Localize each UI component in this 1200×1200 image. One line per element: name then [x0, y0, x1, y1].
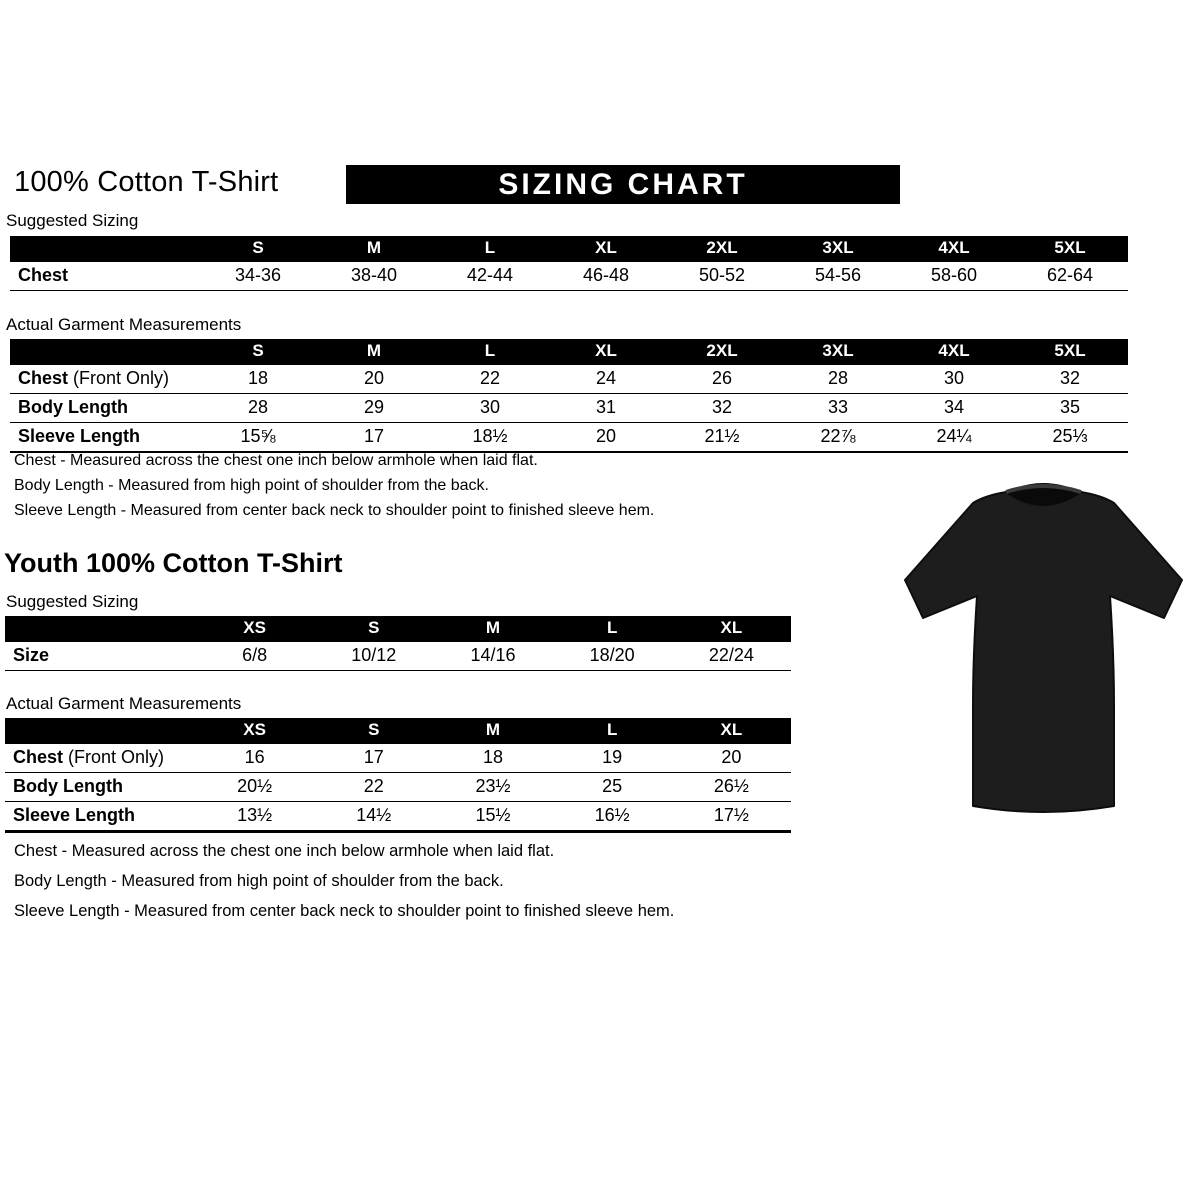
- column-header: L: [432, 339, 548, 365]
- measurement-cell: 10/12: [351, 645, 397, 665]
- note-body-length: Body Length - Measured from high point of shoulder from the back.: [14, 872, 504, 890]
- row-label: Chest: [18, 265, 69, 285]
- column-header: XS: [195, 718, 314, 744]
- table-row: [5, 744, 791, 773]
- column-header: S: [314, 616, 433, 642]
- adult-suggested-sizing-label: Suggested Sizing: [6, 211, 139, 230]
- measurement-cell: 22/24: [708, 645, 754, 665]
- measurement-cell: 16½: [594, 805, 630, 825]
- measurement-cell: 34: [943, 397, 965, 417]
- column-header: 2XL: [664, 339, 780, 365]
- table-row: [10, 394, 1128, 423]
- measurement-cell: 46-48: [582, 265, 630, 285]
- measurement-cell: 26½: [713, 776, 749, 796]
- row-label: Body Length: [18, 397, 128, 417]
- note-chest: Chest - Measured across the chest one inch below armhole when laid flat.: [14, 842, 555, 860]
- youth-actual-measurements-label: Actual Garment Measurements: [6, 694, 242, 713]
- note-sleeve-length: Sleeve Length - Measured from center back neck to shoulder point to finished sleeve hem.: [14, 502, 655, 519]
- youth-actual-measurements-table: [5, 718, 791, 833]
- column-header: M: [433, 718, 552, 744]
- measurement-cell: 35: [1059, 397, 1081, 417]
- measurement-cell: 21½: [704, 426, 740, 446]
- measurement-cell: 18½: [472, 426, 508, 446]
- row-label: Sleeve Length: [18, 426, 141, 446]
- column-header: L: [432, 236, 548, 262]
- adult-actual-measurements-table: [10, 339, 1128, 453]
- column-header: 4XL: [896, 339, 1012, 365]
- measurement-cell: 19: [602, 747, 623, 767]
- page-title: 100% Cotton T-Shirt: [14, 166, 279, 198]
- tshirt-image: [893, 466, 1195, 838]
- column-header: L: [553, 718, 672, 744]
- row-label: Chest (Front Only): [13, 747, 165, 767]
- measurement-cell: 13½: [237, 805, 273, 825]
- table-row: [10, 262, 1128, 291]
- measurement-cell: 28: [247, 397, 269, 417]
- measurement-cell: 18: [482, 747, 503, 767]
- sizing-chart-banner: SIZING CHART: [346, 165, 900, 204]
- column-header-blank: [10, 236, 200, 262]
- measurement-cell: 20: [595, 426, 617, 446]
- measurement-cell: 17: [363, 747, 384, 767]
- measurement-cell: 16: [244, 747, 265, 767]
- column-header: XS: [195, 616, 314, 642]
- measurement-cell: 15½: [475, 805, 511, 825]
- measurement-cell: 25⅓: [1052, 426, 1088, 446]
- row-label: Chest (Front Only): [18, 368, 170, 388]
- measurement-cell: 26: [711, 368, 733, 388]
- column-header: S: [200, 339, 316, 365]
- table-row: [5, 642, 791, 671]
- column-header: 2XL: [664, 236, 780, 262]
- row-label: Sleeve Length: [13, 805, 136, 825]
- measurement-cell: 6/8: [242, 645, 268, 665]
- measurement-cell: 14½: [356, 805, 392, 825]
- measurement-cell: 18: [247, 368, 269, 388]
- measurement-cell: 29: [363, 397, 385, 417]
- adult-actual-measurements-label: Actual Garment Measurements: [6, 315, 242, 334]
- measurement-cell: 42-44: [466, 265, 514, 285]
- measurement-cell: 24: [595, 368, 617, 388]
- table-row: [5, 773, 791, 802]
- measurement-cell: 22: [363, 776, 384, 796]
- row-label: Body Length: [13, 776, 123, 796]
- column-header: 5XL: [1012, 236, 1128, 262]
- table-row: [10, 423, 1128, 453]
- adult-suggested-sizing-table: [10, 236, 1128, 291]
- note-sleeve-length: Sleeve Length - Measured from center back neck to shoulder point to finished sleeve hem.: [14, 902, 675, 920]
- youth-measurement-notes: [14, 842, 674, 932]
- measurement-cell: 30: [943, 368, 965, 388]
- column-header-blank: [5, 718, 195, 744]
- measurement-cell: 20: [363, 368, 385, 388]
- measurement-cell: 28: [827, 368, 849, 388]
- measurement-cell: 17: [363, 426, 385, 446]
- column-header-blank: [10, 339, 200, 365]
- measurement-cell: 23½: [475, 776, 511, 796]
- measurement-cell: 38-40: [350, 265, 398, 285]
- measurement-cell: 22: [479, 368, 501, 388]
- note-body-length: Body Length - Measured from high point of shoulder from the back.: [14, 477, 489, 494]
- column-header: 3XL: [780, 339, 896, 365]
- column-header: L: [553, 616, 672, 642]
- column-header: 5XL: [1012, 339, 1128, 365]
- column-header: S: [200, 236, 316, 262]
- measurement-cell: 62-64: [1046, 265, 1094, 285]
- row-label: Size: [13, 645, 50, 665]
- measurement-cell: 30: [479, 397, 501, 417]
- measurement-cell: 15⅝: [240, 426, 276, 446]
- measurement-cell: 14/16: [470, 645, 516, 665]
- measurement-cell: 58-60: [930, 265, 978, 285]
- column-header: XL: [672, 616, 791, 642]
- measurement-cell: 22⅞: [820, 426, 856, 446]
- column-header-blank: [5, 616, 195, 642]
- youth-suggested-sizing-table: [5, 616, 791, 671]
- measurement-cell: 18/20: [589, 645, 635, 665]
- tshirt-icon: [893, 466, 1195, 838]
- row-label-suffix: (Front Only): [68, 368, 170, 388]
- column-header: S: [314, 718, 433, 744]
- measurement-cell: 25: [602, 776, 623, 796]
- note-chest: Chest - Measured across the chest one inch below armhole when laid flat.: [14, 452, 538, 469]
- column-header: 4XL: [896, 236, 1012, 262]
- column-header: XL: [548, 236, 664, 262]
- measurement-cell: 33: [827, 397, 849, 417]
- column-header: XL: [672, 718, 791, 744]
- measurement-cell: 20½: [237, 776, 273, 796]
- youth-section-title: Youth 100% Cotton T-Shirt: [4, 548, 343, 578]
- column-header: M: [316, 339, 432, 365]
- measurement-cell: 32: [1059, 368, 1081, 388]
- row-label-suffix: (Front Only): [63, 747, 165, 767]
- table-row: [10, 365, 1128, 394]
- measurement-cell: 31: [595, 397, 617, 417]
- measurement-cell: 24¼: [936, 426, 972, 446]
- column-header: 3XL: [780, 236, 896, 262]
- measurement-cell: 17½: [713, 805, 749, 825]
- adult-measurement-notes: [14, 452, 654, 527]
- measurement-cell: 50-52: [698, 265, 746, 285]
- column-header: XL: [548, 339, 664, 365]
- measurement-cell: 20: [721, 747, 742, 767]
- column-header: M: [433, 616, 552, 642]
- measurement-cell: 32: [711, 397, 733, 417]
- measurement-cell: 34-36: [234, 265, 282, 285]
- youth-suggested-sizing-label: Suggested Sizing: [6, 592, 139, 611]
- table-row: [5, 802, 791, 832]
- column-header: M: [316, 236, 432, 262]
- measurement-cell: 54-56: [814, 265, 862, 285]
